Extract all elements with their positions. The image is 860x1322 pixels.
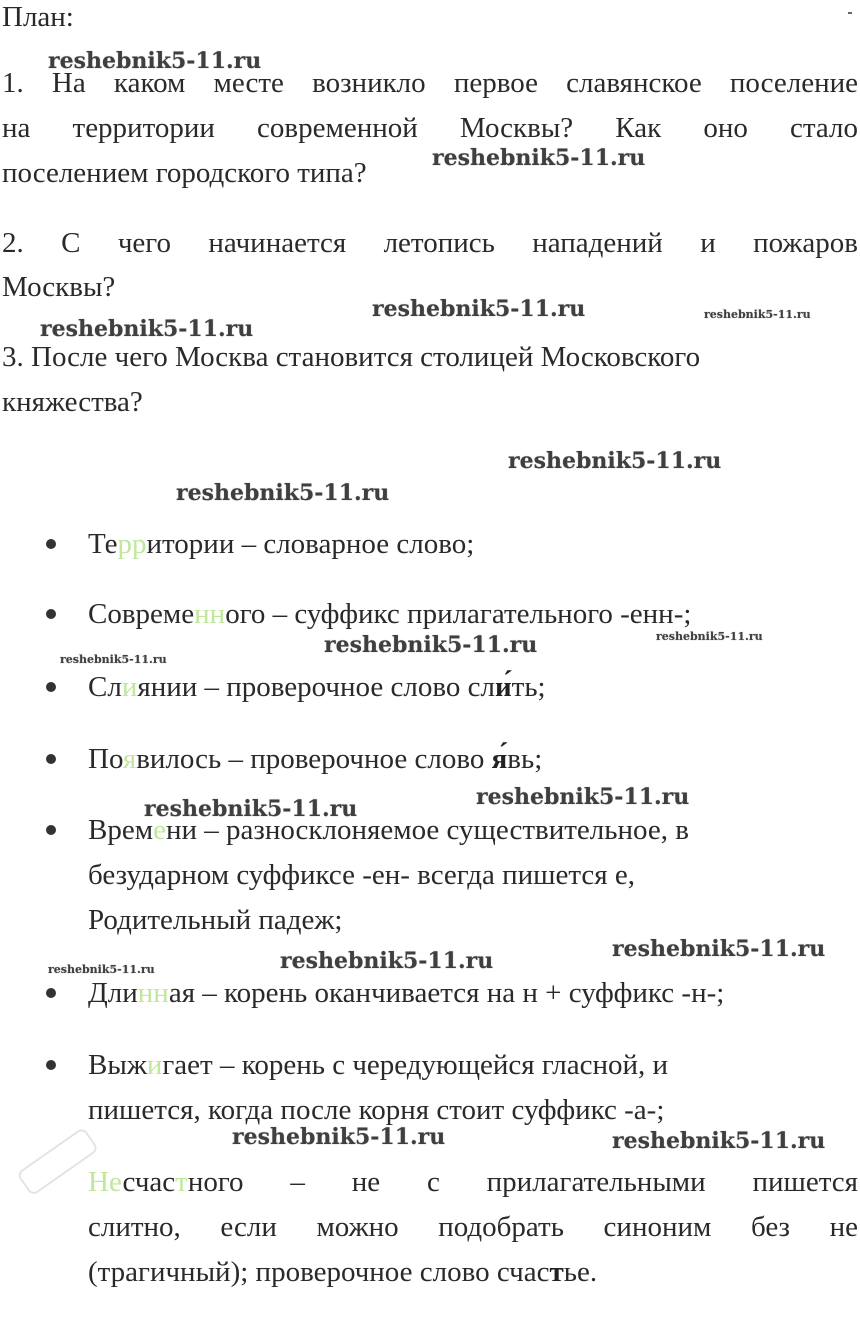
watermark: reshebnik5-11.ru xyxy=(60,653,167,666)
question-3-line-2: княжества? xyxy=(2,386,143,418)
watermark: reshebnik5-11.ru xyxy=(612,936,826,962)
watermark: reshebnik5-11.ru xyxy=(508,448,722,474)
bullet-marker xyxy=(46,988,56,998)
list-item-neschastnogo-line-2: слитно, если можно подобрать синоним без не xyxy=(88,1211,858,1243)
list-item-sliyanii: Слиянии – проверочное слово сли́ть; xyxy=(88,671,546,703)
list-item-neschastnogo-line-3: (трагичный); проверочное слово счастье. xyxy=(88,1256,598,1288)
bullet-marker xyxy=(46,682,56,692)
list-item-poyavilos: Появилось – проверочное слово я́вь; xyxy=(88,743,543,775)
list-item-sovremennogo: Современного – суффикс прилагательного -енн-; xyxy=(88,598,692,630)
list-item-dlinnaya: Длинная – корень оканчивается на н + суффикс -н-; xyxy=(88,977,725,1009)
list-item-vremeni-line-3: Родительный падеж; xyxy=(88,904,343,936)
bullet-marker xyxy=(46,539,56,549)
list-item-vremeni-line-2: безударном суффиксе -ен- всегда пишется е, xyxy=(88,859,635,891)
watermark: reshebnik5-11.ru xyxy=(280,948,494,974)
watermark: reshebnik5-11.ru xyxy=(324,632,538,658)
question-1-line-2: на территории современной Москвы? Как оно стало xyxy=(2,112,858,144)
bullet-marker xyxy=(46,825,56,835)
watermark: reshebnik5-11.ru xyxy=(372,296,586,322)
watermark: reshebnik5-11.ru xyxy=(40,316,254,342)
watermark: reshebnik5-11.ru xyxy=(612,1128,826,1154)
bullet-marker xyxy=(46,754,56,764)
watermark: reshebnik5-11.ru xyxy=(232,1124,446,1150)
bullet-marker xyxy=(46,1060,56,1070)
watermark: reshebnik5-11.ru xyxy=(48,963,155,976)
question-2-line-1: 2. С чего начинается летопись нападений и пожаров xyxy=(2,227,858,259)
question-1-line-3: поселением городского типа? xyxy=(2,157,367,189)
watermark: reshebnik5-11.ru xyxy=(176,480,390,506)
list-item-vremeni: Времени – разносклоняемое существительное, в xyxy=(88,814,689,846)
list-item-territorii: Территории – словарное слово; xyxy=(88,528,475,560)
corner-mark xyxy=(848,12,852,14)
watermark: reshebnik5-11.ru xyxy=(432,145,646,171)
question-3-line-1: 3. После чего Москва становится столицей Московского xyxy=(2,341,701,373)
question-1-line-1: 1. На каком месте возникло первое славянское поселение xyxy=(2,67,858,99)
watermark: reshebnik5-11.ru xyxy=(144,796,358,822)
list-item-vyzhigaet-line-2: пишется, когда после корня стоит суффикс -а-; xyxy=(88,1094,665,1126)
watermark: reshebnik5-11.ru xyxy=(476,784,690,810)
list-item-vyzhigaet: Выжигает – корень с чередующейся гласной, и xyxy=(88,1049,669,1081)
question-2-line-2: Москвы? xyxy=(2,271,116,303)
plan-title: План: xyxy=(2,1,74,33)
watermark: reshebnik5-11.ru xyxy=(48,48,262,74)
bullet-marker xyxy=(46,609,56,619)
list-item-neschastnogo: Несчастного – не с прилагательными пишется xyxy=(88,1166,858,1198)
watermark: reshebnik5-11.ru xyxy=(656,630,763,643)
watermark: reshebnik5-11.ru xyxy=(704,308,811,321)
